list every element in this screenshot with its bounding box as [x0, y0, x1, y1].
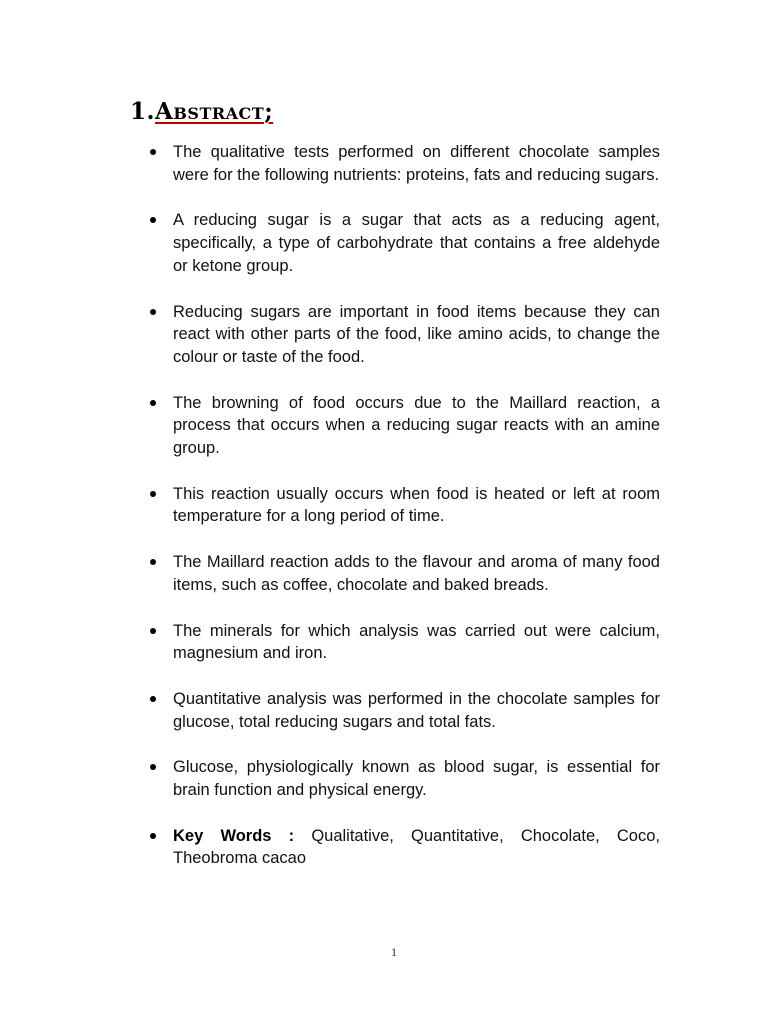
bullet-icon	[150, 217, 156, 223]
bullet-icon	[150, 628, 156, 634]
bullet-icon	[150, 833, 156, 839]
keywords-text	[173, 825, 660, 870]
list-item	[0, 301, 768, 369]
bullet-text: The minerals for which analysis was carried out were calcium, magnesium and iron.	[173, 621, 660, 663]
keywords-item	[0, 825, 768, 870]
bullet-icon	[150, 149, 156, 155]
bullet-icon	[150, 696, 156, 702]
section-number: 1.	[130, 98, 156, 125]
list-item	[0, 209, 768, 277]
bullet-text: This reaction usually occurs when food is heated or left at room temperature for a long period of time.	[173, 484, 660, 526]
abstract-bullet-list	[0, 141, 768, 893]
bullet-text: Quantitative analysis was performed in the chocolate samples for glucose, total reducing sugars and total fats.	[173, 689, 660, 731]
keywords-label: Key Words :	[173, 826, 295, 845]
list-item	[0, 392, 768, 460]
bullet-text: The browning of food occurs due to the Maillard reaction, a process that occurs when a reducing sugar reacts with an amine group.	[173, 393, 660, 458]
bullet-icon	[150, 764, 156, 770]
list-item	[0, 756, 768, 801]
bullet-text: Glucose, physiologically known as blood sugar, is essential for brain function and physical energy.	[173, 758, 660, 800]
list-item	[0, 141, 768, 186]
section-title: Abstract;	[155, 98, 274, 125]
bullet-icon	[150, 559, 156, 565]
section-heading	[130, 98, 273, 125]
bullet-text: A reducing sugar is a sugar that acts as a reducing agent, specifically, a type of carbohydrate that contains a free aldehyde or ketone group.	[173, 211, 660, 275]
keywords-list: Qualitative, Quantitative, Chocolate, Coco, Theobroma cacao	[173, 826, 660, 868]
bullet-icon	[150, 491, 156, 497]
list-item	[0, 620, 768, 665]
bullet-text: The Maillard reaction adds to the flavour and aroma of many food items, such as coffee, chocolate and baked breads.	[173, 553, 660, 594]
page-number: 1	[391, 945, 397, 959]
list-item	[0, 688, 768, 733]
list-item	[0, 551, 768, 596]
list-item	[0, 483, 768, 528]
bullet-text: Reducing sugars are important in food items because they can react with other parts of the food, like amino acids, to change the colour or taste of the food.	[173, 302, 660, 366]
bullet-text: The qualitative tests performed on different chocolate samples were for the following nutrients: proteins, fats and reducing sugars.	[173, 143, 660, 184]
bullet-icon	[150, 400, 156, 406]
bullet-icon	[150, 309, 156, 315]
